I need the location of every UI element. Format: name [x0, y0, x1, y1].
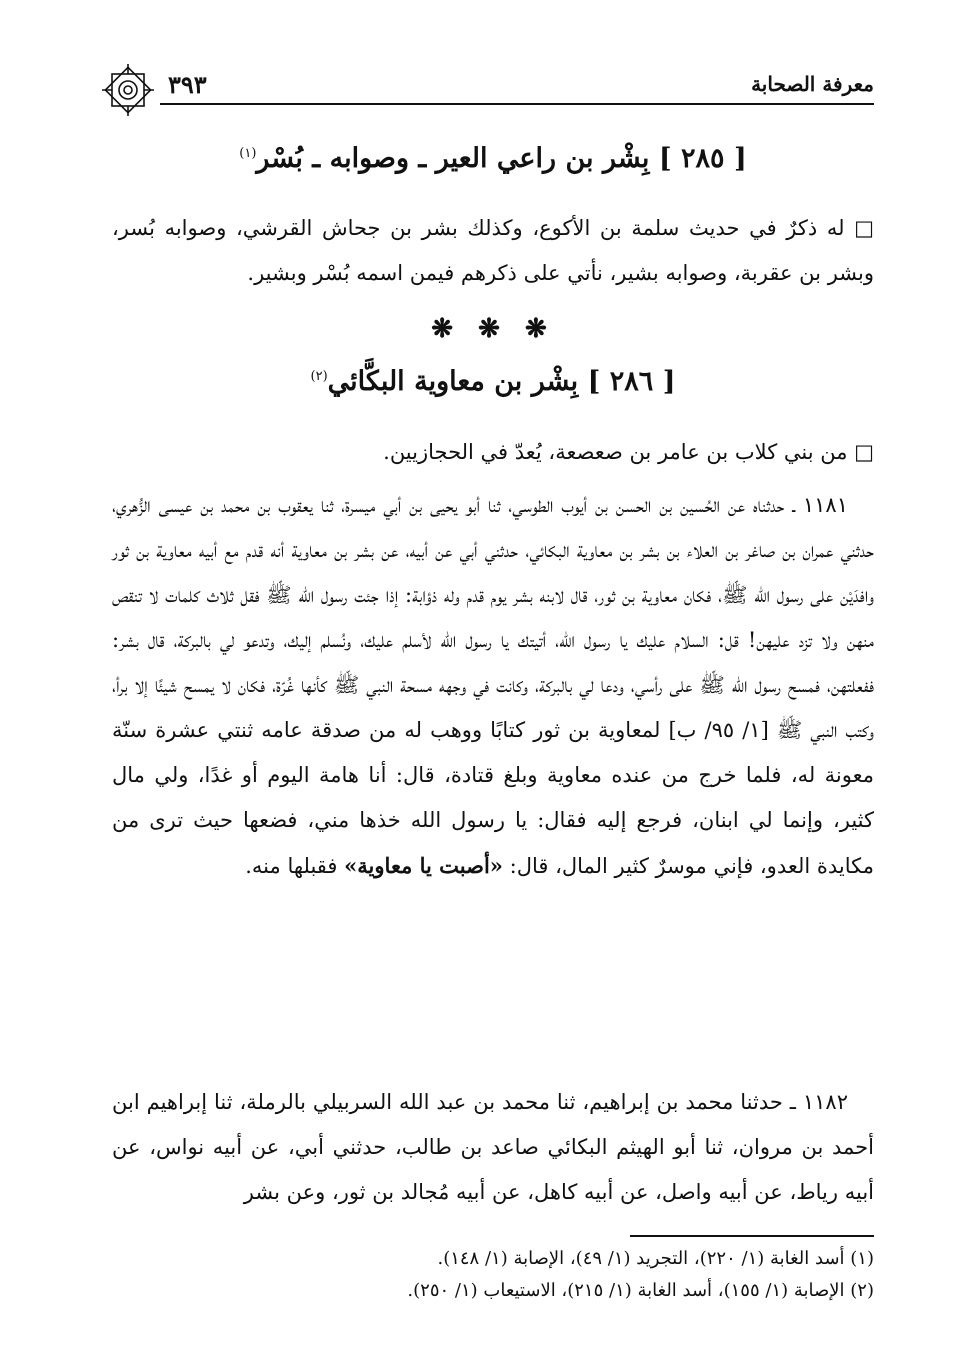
entry-285-heading: [112, 143, 874, 174]
hadith-1181-end: فقبلها منه.: [245, 854, 338, 878]
hadith-1181-quote: «أصبت يا معاوية»: [344, 853, 503, 878]
star-ornament-icon: [98, 60, 158, 120]
section-separator: ❋ ❋ ❋: [431, 314, 555, 344]
book-title: معرفة الصحابة: [751, 72, 874, 96]
hadith-1182: [112, 1080, 874, 1215]
header-rule: [160, 103, 874, 105]
footnote-mark-2: (٢): [310, 369, 328, 384]
entry-286-title: [ ٢٨٦ ] بِشْر بن معاوية البكَّائي: [327, 366, 676, 397]
entry-286-intro: □ من بني كلاب بن عامر بن صعصعة، يُعدّ في الحجازيين.: [383, 440, 874, 464]
hadith-1182-body: ١١٨٢ ـ حدثنا محمد بن إبراهيم، ثنا محمد بن عبد الله السربيلي بالرملة، ثنا إبراهيم ابن أحمد بن مروان، ثنا أبو الهيثم البكائي صاعد بن طالب، حدثني أبي، عن أبيه نواس، عن أبيه رياط، عن أبيه واصل، عن أبيه كاهل، عن أبيه مُجالد بن ثور، وعن بشر: [112, 1090, 874, 1204]
entry-286-heading: [112, 366, 874, 397]
entry-285-text: □ له ذكرٌ في حديث سلمة بن الأكوع، وكذلك بشر بن جحاش القرشي، وصوابه بُسر، وبشر بن عقربة، وصوابه بشير، نأتي على ذكرهم فيمن اسمه بُسْر وبشير.: [112, 216, 874, 285]
page-number: ٣٩٣: [168, 70, 207, 99]
hadith-1181: [112, 483, 874, 889]
hadith-1181-body: ١١٨١ ـ حدثناه عن الحُسين بن الحسن بن أيوب الطوسي، ثنا أبو يحيى بن أبي ميسرة، ثنا يعقوب بن محمد بن عيسى الزُّهري، حدثني عمران بن صاغر بن العلاء بن بشر بن معاوية البكائي، حدثني أبي عن أبيه، عن بشر بن معاوية أنه قدم مع أبيه معاوية بن ثور وافدَيْن على رسول الله ﷺ، فكان معاوية بن ثور، قال لابنه بشر يوم قدم وله ذؤابة: إذا جئت رسول الله ﷺ فقل ثلاث كلمات لا تنقص منهن ولا تزد عليهن! قل: السلام عليك يا رسول الله، أتيتك يا رسول الله لأسلم عليك، ونُسلم إليك، وتدعو لي بالبركة، قال بشر: ففعلتهن، فمسح رسول الله ﷺ على رأسي، ودعا لي بالبركة، وكانت في وجهه مسحة النبي ﷺ كأنها غُرّة، فكان لا يمسح شيئًا إلا برأ، وكتب النبي ﷺ [١/ ٩٥/ ب] لمعاوية بن ثور كتابًا ووهب له من صدقة عامه ثنتي عشرة سنّة معونة له، فلما خرج من عنده معاوية وبلغ قتادة، قال: أنا هامة اليوم أو غدًا، ولي مال كثير، وإنما لي ابنان، فرجع إليه فقال: يا رسول الله خذها مني، فضعها حيث ترى من مكايدة العدو، فإني موسرٌ كثير المال، قال:: [112, 493, 874, 878]
footnote-1: (١) أسد الغابة (١/ ٢٢٠)، التجريد (١/ ٤٩)، الإصابة (١/ ١٤٨).: [437, 1248, 874, 1269]
running-head: [98, 60, 874, 106]
footnote-mark-1: (١): [239, 146, 257, 161]
footnote-2: (٢) الإصابة (١/ ١٥٥)، أسد الغابة (١/ ٢١٥)، الاستيعاب (١/ ٢٥٠).: [407, 1280, 874, 1301]
footnote-rule: [630, 1235, 874, 1237]
entry-285-title: [ ٢٨٥ ] بِشْر بن راعي العير ـ وصوابه ـ بُسْر: [256, 143, 747, 174]
